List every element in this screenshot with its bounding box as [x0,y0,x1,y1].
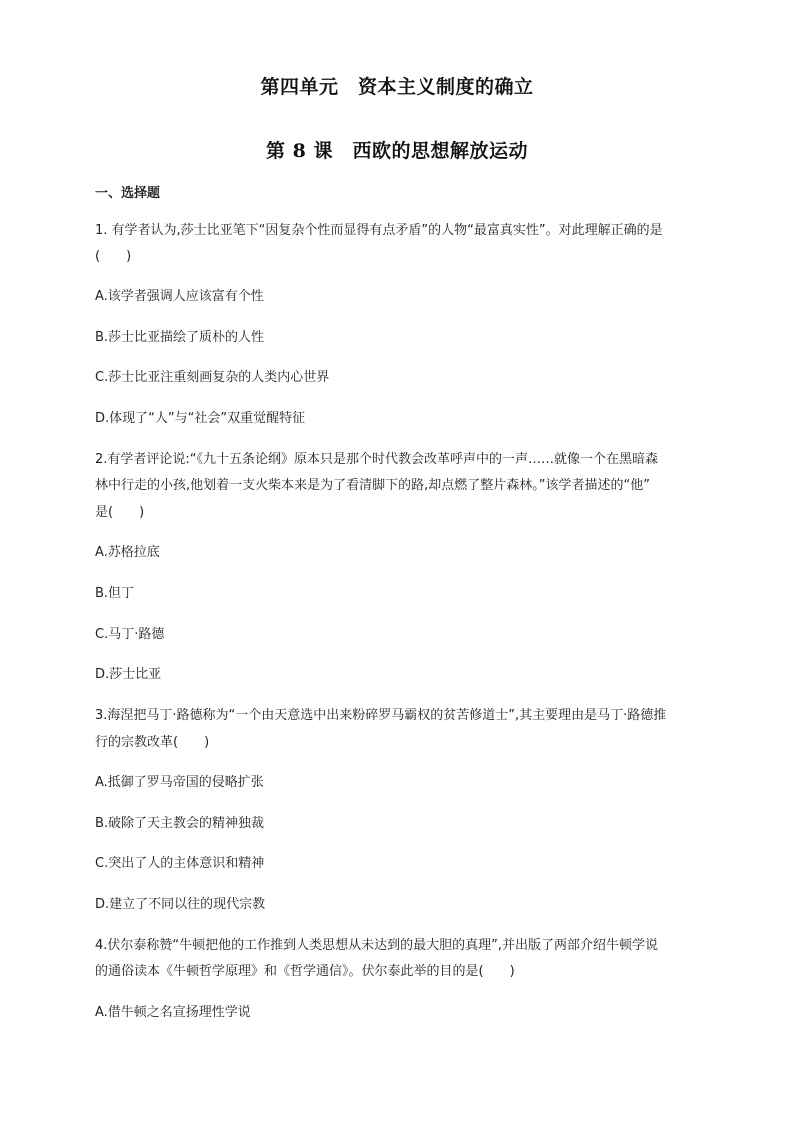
option-c[interactable]: C.马丁·路德 [95,627,165,642]
option-c[interactable]: C.莎士比亚注重刻画复杂的人类内心世界 [95,370,330,385]
option-a[interactable]: A.该学者强调人应该富有个性 [95,289,264,304]
question-text-line: 的通俗读本《牛顿哲学原理》和《哲学通信》。伏尔泰此举的目的是( ) [95,964,515,979]
option-a[interactable]: A.借牛顿之名宣扬理性学说 [95,1005,251,1020]
unit-title: 第四单元 资本主义制度的确立 [260,76,534,98]
option-c[interactable]: C.突出了人的主体意识和精神 [95,856,265,871]
question-text-line: 行的宗教改革( ) [95,735,210,750]
question-text-line: 4.伏尔泰称赞“牛顿把他的工作推到人类思想从未达到的最大胆的真理”,并出版了两部介绍牛顿学说 [95,938,659,953]
question-text-line: 3.海涅把马丁·路德称为“一个由天意选中出来粉碎罗马霸权的贫苦修道士”,其主要理由是马丁·路德推 [95,708,667,723]
option-b[interactable]: B.但丁 [95,586,135,601]
question-text-line: 是( ) [95,505,145,520]
option-d[interactable]: D.莎士比亚 [95,667,162,682]
option-d[interactable]: D.体现了“人”与“社会”双重觉醒特征 [95,411,306,426]
question-text-line: ( ) [95,249,132,264]
section-title: 一、选择题 [95,186,161,201]
option-a[interactable]: A.苏格拉底 [95,545,160,560]
option-b[interactable]: B.莎士比亚描绘了质朴的人性 [95,330,265,345]
question-text-line: 1. 有学者认为,莎士比亚笔下“因复杂个性而显得有点矛盾”的人物“最富真实性”。对此理解正确的是 [95,223,663,238]
option-b[interactable]: B.破除了天主教会的精神独裁 [95,816,265,831]
question-text-line: 2.有学者评论说:“《九十五条论纲》原本只是那个时代教会改革呼声中的一声……就像一个在黑暗森 [95,452,659,467]
option-d[interactable]: D.建立了不同以往的现代宗教 [95,897,266,912]
question-text-line: 林中行走的小孩,他划着一支火柴本来是为了看清脚下的路,却点燃了整片森林。”该学者描述的“他” [95,478,650,493]
option-a[interactable]: A.抵御了罗马帝国的侵略扩张 [95,775,264,790]
lesson-title: 第 8 课 西欧的思想解放运动 [266,140,528,162]
